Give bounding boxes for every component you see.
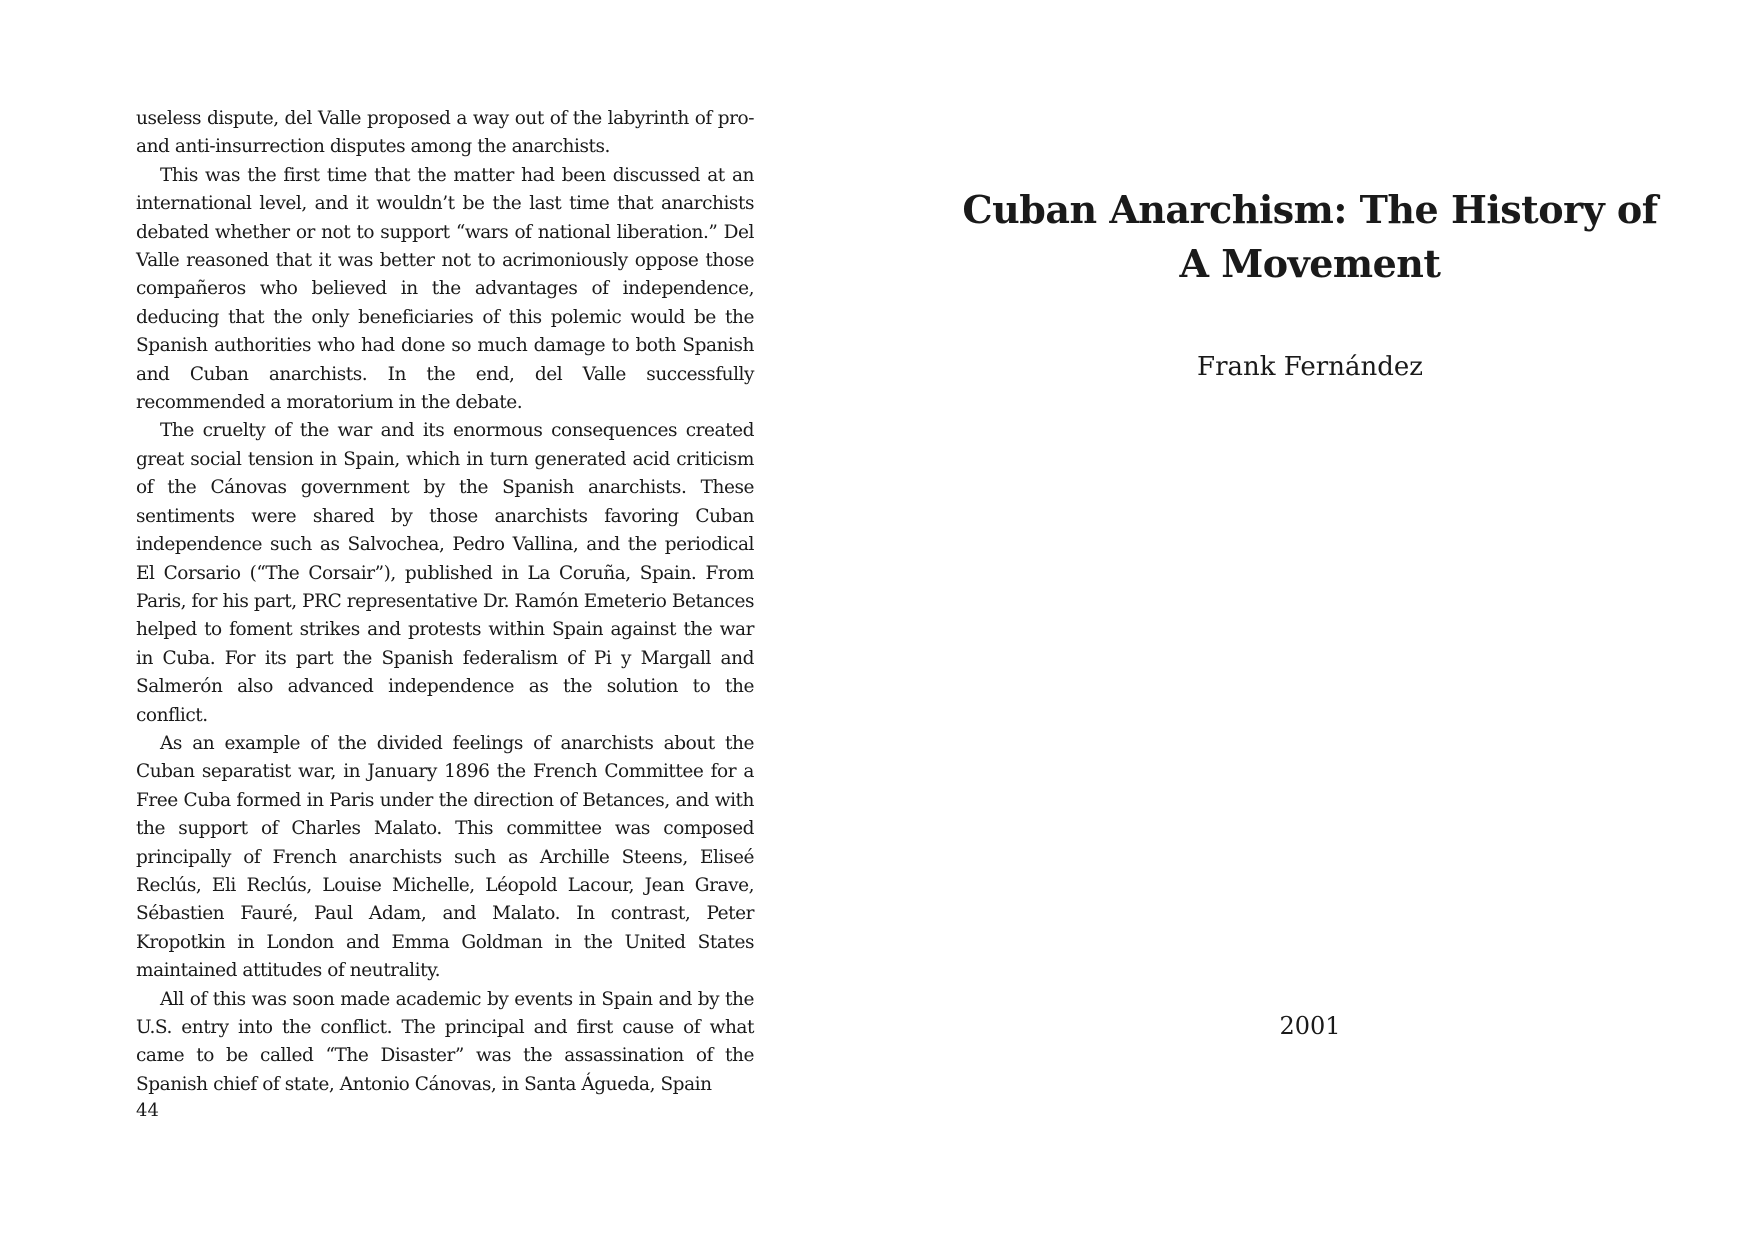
book-title (960, 183, 1660, 291)
title-page (960, 0, 1660, 1241)
book-title-line-2: A Movement (1179, 241, 1441, 286)
paragraph-3: The cruelty of the war and its enormous consequences created great social tension in Spain, which in turn generated acid criticism of the Cánovas government by the Spanish anarchists. These sentiments were shared by those anarchists favoring Cuban independence such as Salvochea, Pedro Vallina, and the periodical El Corsario (“The Corsair”), published in La Coruña, Spain. From Paris, for his part, PRC representative Dr. Ramón Emeterio Betances helped to foment strikes and protests within Spain against the war in Cuba. For its part the Spanish federalism of Pi y Margall and Salmerón also advanced independence as the solution to the conflict. (136, 420, 754, 726)
left-page (136, 105, 754, 1145)
body-text (136, 105, 754, 1099)
book-title-line-1: Cuban Anarchism: The History of (962, 187, 1658, 232)
page-number: 44 (136, 1100, 159, 1121)
paragraph-1: useless dispute, del Valle proposed a way out of the labyrinth of pro- and anti-insurrection disputes among the anarchists. (136, 108, 754, 158)
author-name: Frank Fernández (1197, 352, 1423, 382)
paragraph-2: This was the first time that the matter had been discussed at an international level, and it wouldn’t be the last time that anarchists debated whether or not to support “wars of national liberation.” Del Valle reasoned that it was better not to acrimoniously oppose those compañeros who believed in the advantages of independence, deducing that the only beneficiaries of this polemic would be the Spanish authorities who had done so much damage to both Spanish and Cuban anarchists. In the end, del Valle successfully recommended a moratorium in the debate. (136, 164, 754, 414)
publication-year: 2001 (1279, 1012, 1341, 1040)
paragraph-4: As an example of the divided feelings of anarchists about the Cuban separatist war, in January 1896 the French Committee for a Free Cuba formed in Paris under the direction of Betances, and with the support of Charles Malato. This committee was composed principally of French anarchists such as Archille Steens, Eliseé Reclús, Eli Reclús, Louise Michelle, Léopold Lacour, Jean Grave, Sébastien Fauré, Paul Adam, and Malato. In contrast, Peter Kropotkin in London and Emma Goldman in the United States maintained attitudes of neutrality. (136, 732, 754, 982)
paragraph-5: All of this was soon made academic by events in Spain and by the U.S. entry into the conflict. The principal and first cause of what came to be called “The Disaster” was the assassination of the Spanish chief of state, Antonio Cánovas, in Santa Águeda, Spain (136, 988, 754, 1095)
